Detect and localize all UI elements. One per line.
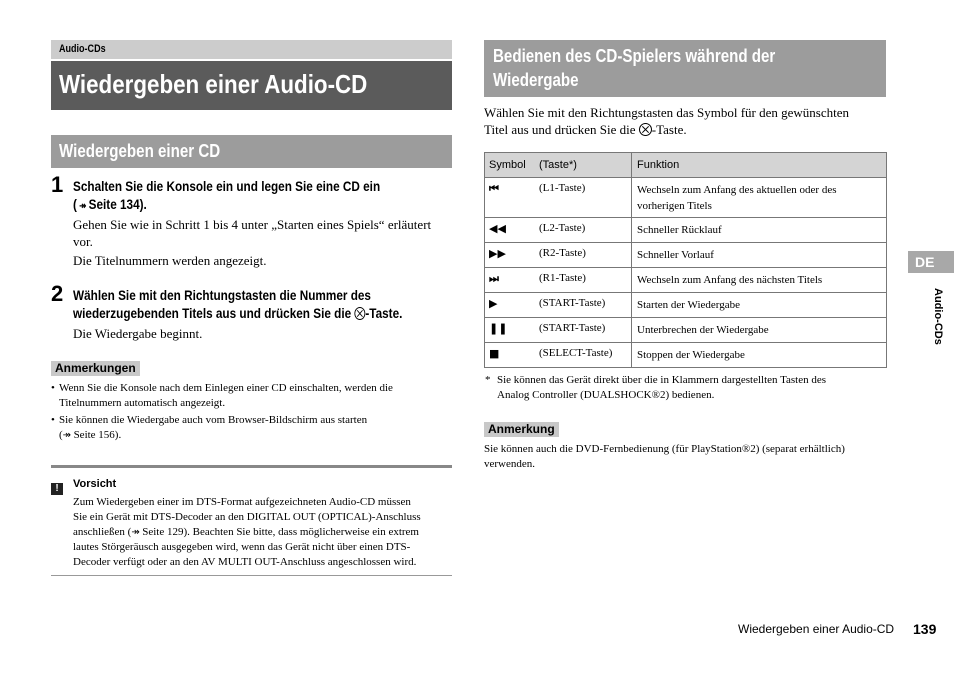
step-2-heading-line1: Wählen Sie mit den Richtungstasten die Nummer des [73, 287, 371, 303]
play-icon: ▶ [489, 297, 498, 310]
caution-label: Vorsicht [73, 478, 117, 490]
note-2-bullet: • [51, 414, 55, 426]
footer-title: Wiedergeben einer Audio-CD [738, 622, 895, 636]
note-line1: Sie können auch die DVD-Fernbedienung (für PlayStation®2) (separat erhältlich) [484, 443, 845, 455]
table-row: ▶ (START-Taste) Starten der Wiedergabe [485, 293, 887, 318]
reference-arrow-icon: ↠ [131, 527, 143, 538]
rewind-icon: ◀◀ [489, 222, 506, 235]
table-row: ❚❚ (START-Taste) Unterbrechen der Wiedergabe [485, 318, 887, 343]
notes-label: Anmerkungen [51, 361, 140, 376]
step-1-heading-line1: Schalten Sie die Konsole ein und legen Sie eine CD ein [73, 178, 381, 194]
subtitle: Wiedergeben einer CD [59, 141, 221, 161]
note-1-line1: Wenn Sie die Konsole nach dem Einlegen einer CD einschalten, werden die [59, 382, 393, 394]
caution-line3: anschließen (↠ Seite 129). Beachten Sie bitte, dass möglicherweise ein extrem [73, 526, 419, 538]
warning-icon: ! [51, 478, 63, 496]
skip-previous-icon: ⏮ [489, 182, 499, 195]
table-row: ◀◀ (L2-Taste) Schneller Rücklauf [485, 218, 887, 243]
caution-top-rule [51, 465, 452, 468]
page-number: 139 [913, 621, 937, 637]
right-title-line2: Wiedergabe [493, 70, 579, 90]
step-1-text-2: Die Titelnummern werden angezeigt. [73, 253, 267, 268]
page-title-bar [51, 61, 452, 110]
reference-arrow-icon: ↠ [76, 201, 89, 212]
caution-line2: Sie ein Gerät mit DTS-Decoder an den DIGITAL OUT (OPTICAL)-Anschluss [73, 511, 421, 523]
section-header-bar [51, 40, 452, 59]
caution-line1: Zum Wiedergeben einer im DTS-Format aufgezeichneten Audio-CD müssen [73, 496, 411, 508]
note-2-line1: Sie können die Wiedergabe auch vom Browser-Bildschirm aus starten [59, 414, 368, 426]
footnote-line1: Sie können das Gerät direkt über die in Klammern dargestellten Tasten des [497, 374, 827, 386]
step-1-heading-line2: ( ↠ Seite 134). [73, 196, 147, 212]
cross-button-icon [639, 123, 652, 136]
step-1-number: 1 [51, 172, 64, 197]
table-row: ■ (SELECT-Taste) Stoppen der Wiedergabe [485, 343, 887, 368]
step-2-text-1: Die Wiedergabe beginnt. [73, 326, 203, 341]
table-row: ⏮ (L1-Taste) Wechseln zum Anfang des aktuellen oder des vorherigen Titels [485, 178, 887, 218]
step-2-heading-line2: wiederzugebenden Titels aus und drücken Sie die -Taste. [73, 305, 403, 321]
reference-arrow-icon: ↠ [62, 430, 74, 441]
caution-bottom-rule [51, 575, 452, 576]
step-1-text-1b: vor. [73, 234, 93, 249]
caution-line5: Decoder verfügt oder an den AV MULTI OUT-Anschluss angeschlossen wird. [73, 556, 417, 568]
note-line2: verwenden. [484, 458, 536, 470]
section-label: Audio-CDs [59, 43, 106, 55]
page-title: Wiedergeben einer Audio-CD [59, 69, 368, 99]
note-2-line2: (↠ Seite 156). [59, 429, 122, 441]
step-1-text-1a: Gehen Sie wie in Schritt 1 bis 4 unter „Starten eines Spiels“ erläutert [73, 217, 432, 232]
right-title-line1: Bedienen des CD-Spielers während der [493, 46, 776, 66]
skip-next-icon: ⏭ [489, 272, 499, 285]
fast-forward-icon: ▶▶ [489, 247, 506, 260]
subtitle-bar [51, 135, 452, 168]
table-header-row [485, 153, 887, 178]
stop-icon: ■ [489, 347, 500, 360]
right-intro-line1: Wählen Sie mit den Richtungstasten das Symbol für den gewünschten [484, 105, 850, 120]
pause-icon: ❚❚ [489, 322, 508, 335]
footnote-star: * [485, 374, 491, 386]
control-table [484, 152, 887, 368]
right-intro-line2: Titel aus und drücken Sie die -Taste. [484, 122, 687, 137]
table-row: ⏭ (R1-Taste) Wechseln zum Anfang des nächsten Titels [485, 268, 887, 293]
language-tab [908, 251, 954, 273]
cross-button-icon [354, 307, 365, 320]
footnote-line2: Analog Controller (DUALSHOCK®2) bedienen. [497, 389, 715, 401]
table-row: ▶▶ (R2-Taste) Schneller Vorlauf [485, 243, 887, 268]
table-header-symbol: Symbol (Taste*) [485, 153, 632, 178]
note-label: Anmerkung [484, 422, 559, 437]
right-title-bar [484, 40, 886, 97]
side-section-label: Audio-CDs [932, 288, 944, 345]
caution-line4: lautes Störgeräusch ausgegeben wird, wenn das Gerät nicht über einen DTS- [73, 541, 411, 553]
step-2-number: 2 [51, 281, 64, 306]
language-label: DE [915, 254, 935, 270]
note-1-bullet: • [51, 382, 55, 394]
note-1-line2: Titelnummern automatisch angezeigt. [59, 397, 226, 409]
table-header-function: Funktion [632, 153, 887, 178]
